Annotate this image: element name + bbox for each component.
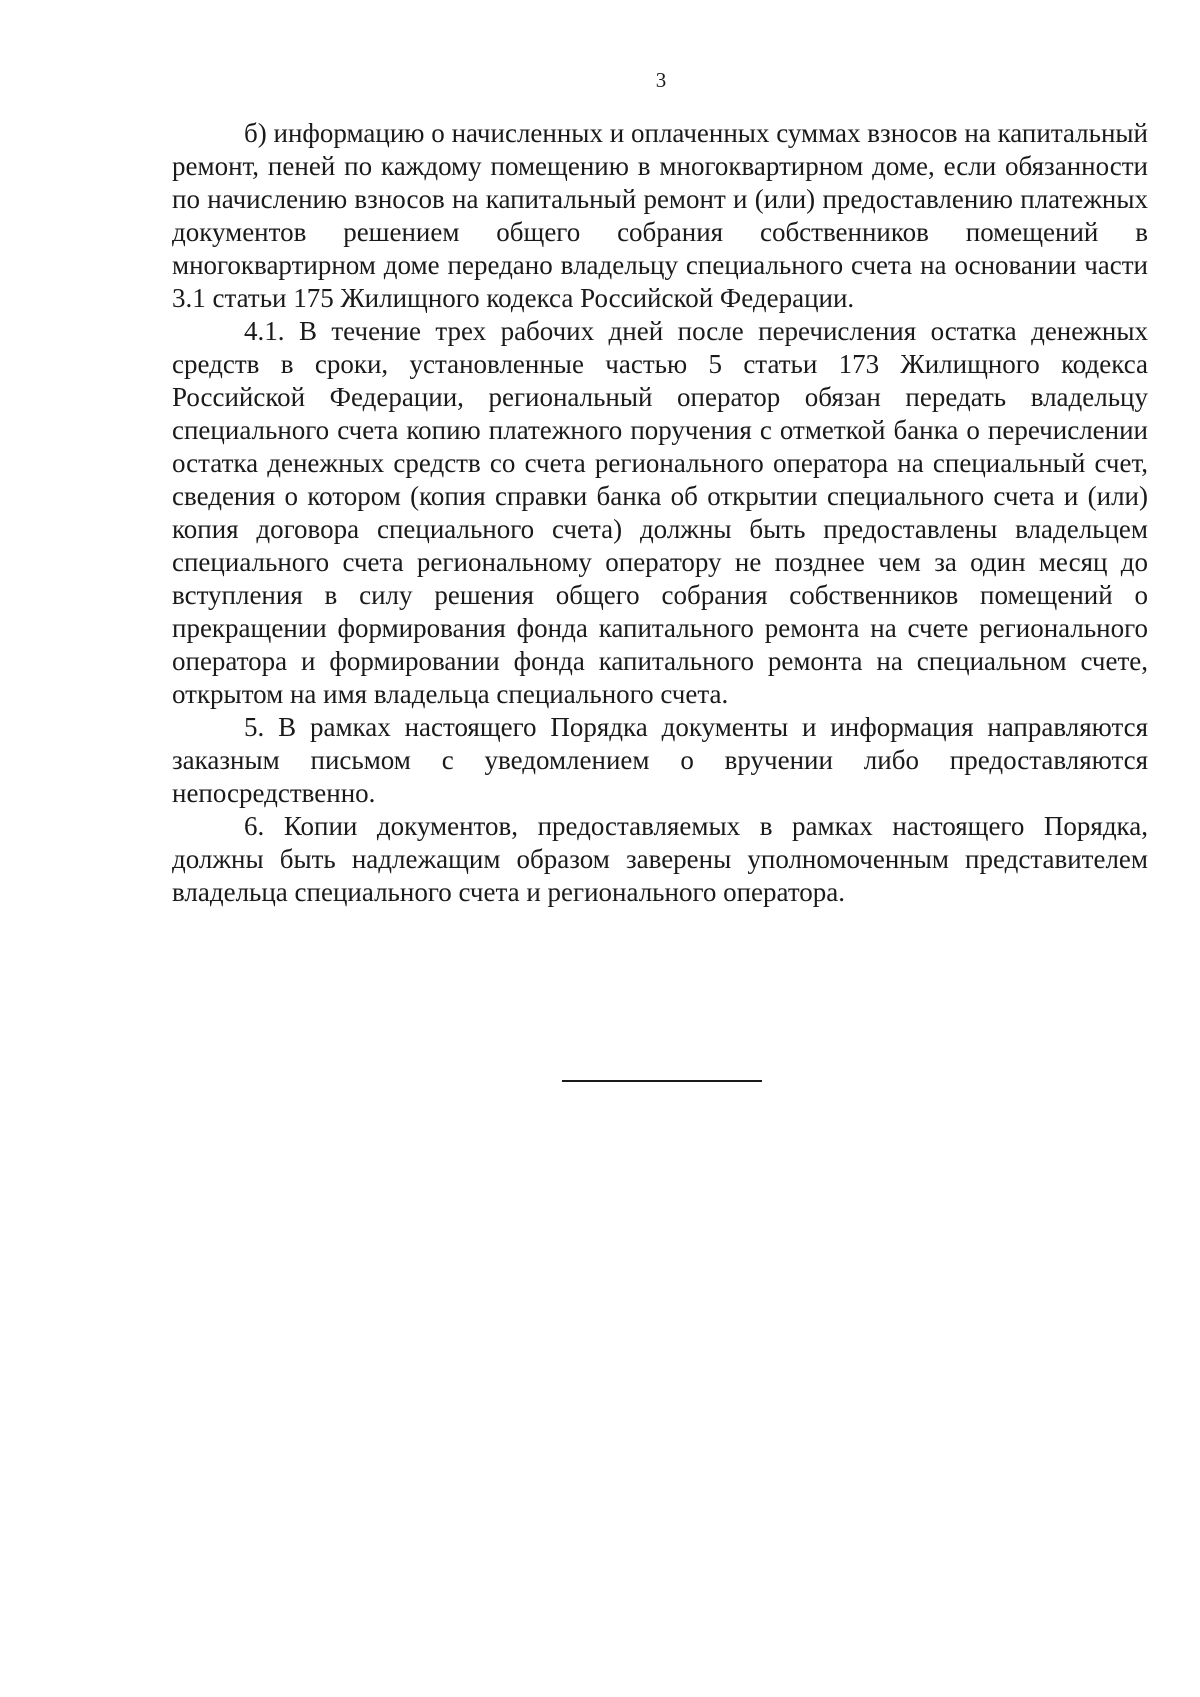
paragraph-5-delivery: 5. В рамках настоящего Порядка документы и информация направляются заказным письмом с уведомлением о вручении либо предоставляются непосредственно. <box>172 712 1148 808</box>
paragraph-b-information: б) информацию о начисленных и оплаченных суммах взносов на капитальный ремонт, пеней по каждому помещению в многоквартирном доме, если обязанности по начислению взносов на капитальный ремонт и (или) предоставлению платежных документов решением общего собрания собственников помещений в многоквартирном доме передано владельцу специального счета на основании части 3.1 статьи 175 Жилищного кодекса Российской Федерации. <box>172 118 1148 313</box>
end-divider-line <box>562 1080 762 1082</box>
page-number: 3 <box>655 68 667 92</box>
paragraph-6-certification: 6. Копии документов, предоставляемых в рамках настоящего Порядка, должны быть надлежащим образом заверены уполномоченным представителем владельца специального счета и регионального оператора. <box>172 811 1148 907</box>
paragraph-4-1-transfer: 4.1. В течение трех рабочих дней после перечисления остатка денежных средств в сроки, установленные частью 5 статьи 173 Жилищного кодекса Российской Федерации, региональный оператор обязан передать владельцу специального счета копию платежного поручения с отметкой банка о перечислении остатка денежных средств со счета регионального оператора на специальный счет, сведения о котором (копия справки банка об открытии специального счета и (или) копия договора специального счета) должны быть предоставлены владельцем специального счета региональному оператору не позднее чем за один месяц до вступления в силу решения общего собрания собственников помещений о прекращении формирования фонда капитального ремонта на счете регионального оператора и формировании фонда капитального ремонта на специальном счете, открытом на имя владельца специального счета. <box>172 316 1148 709</box>
document-body <box>172 117 1148 909</box>
